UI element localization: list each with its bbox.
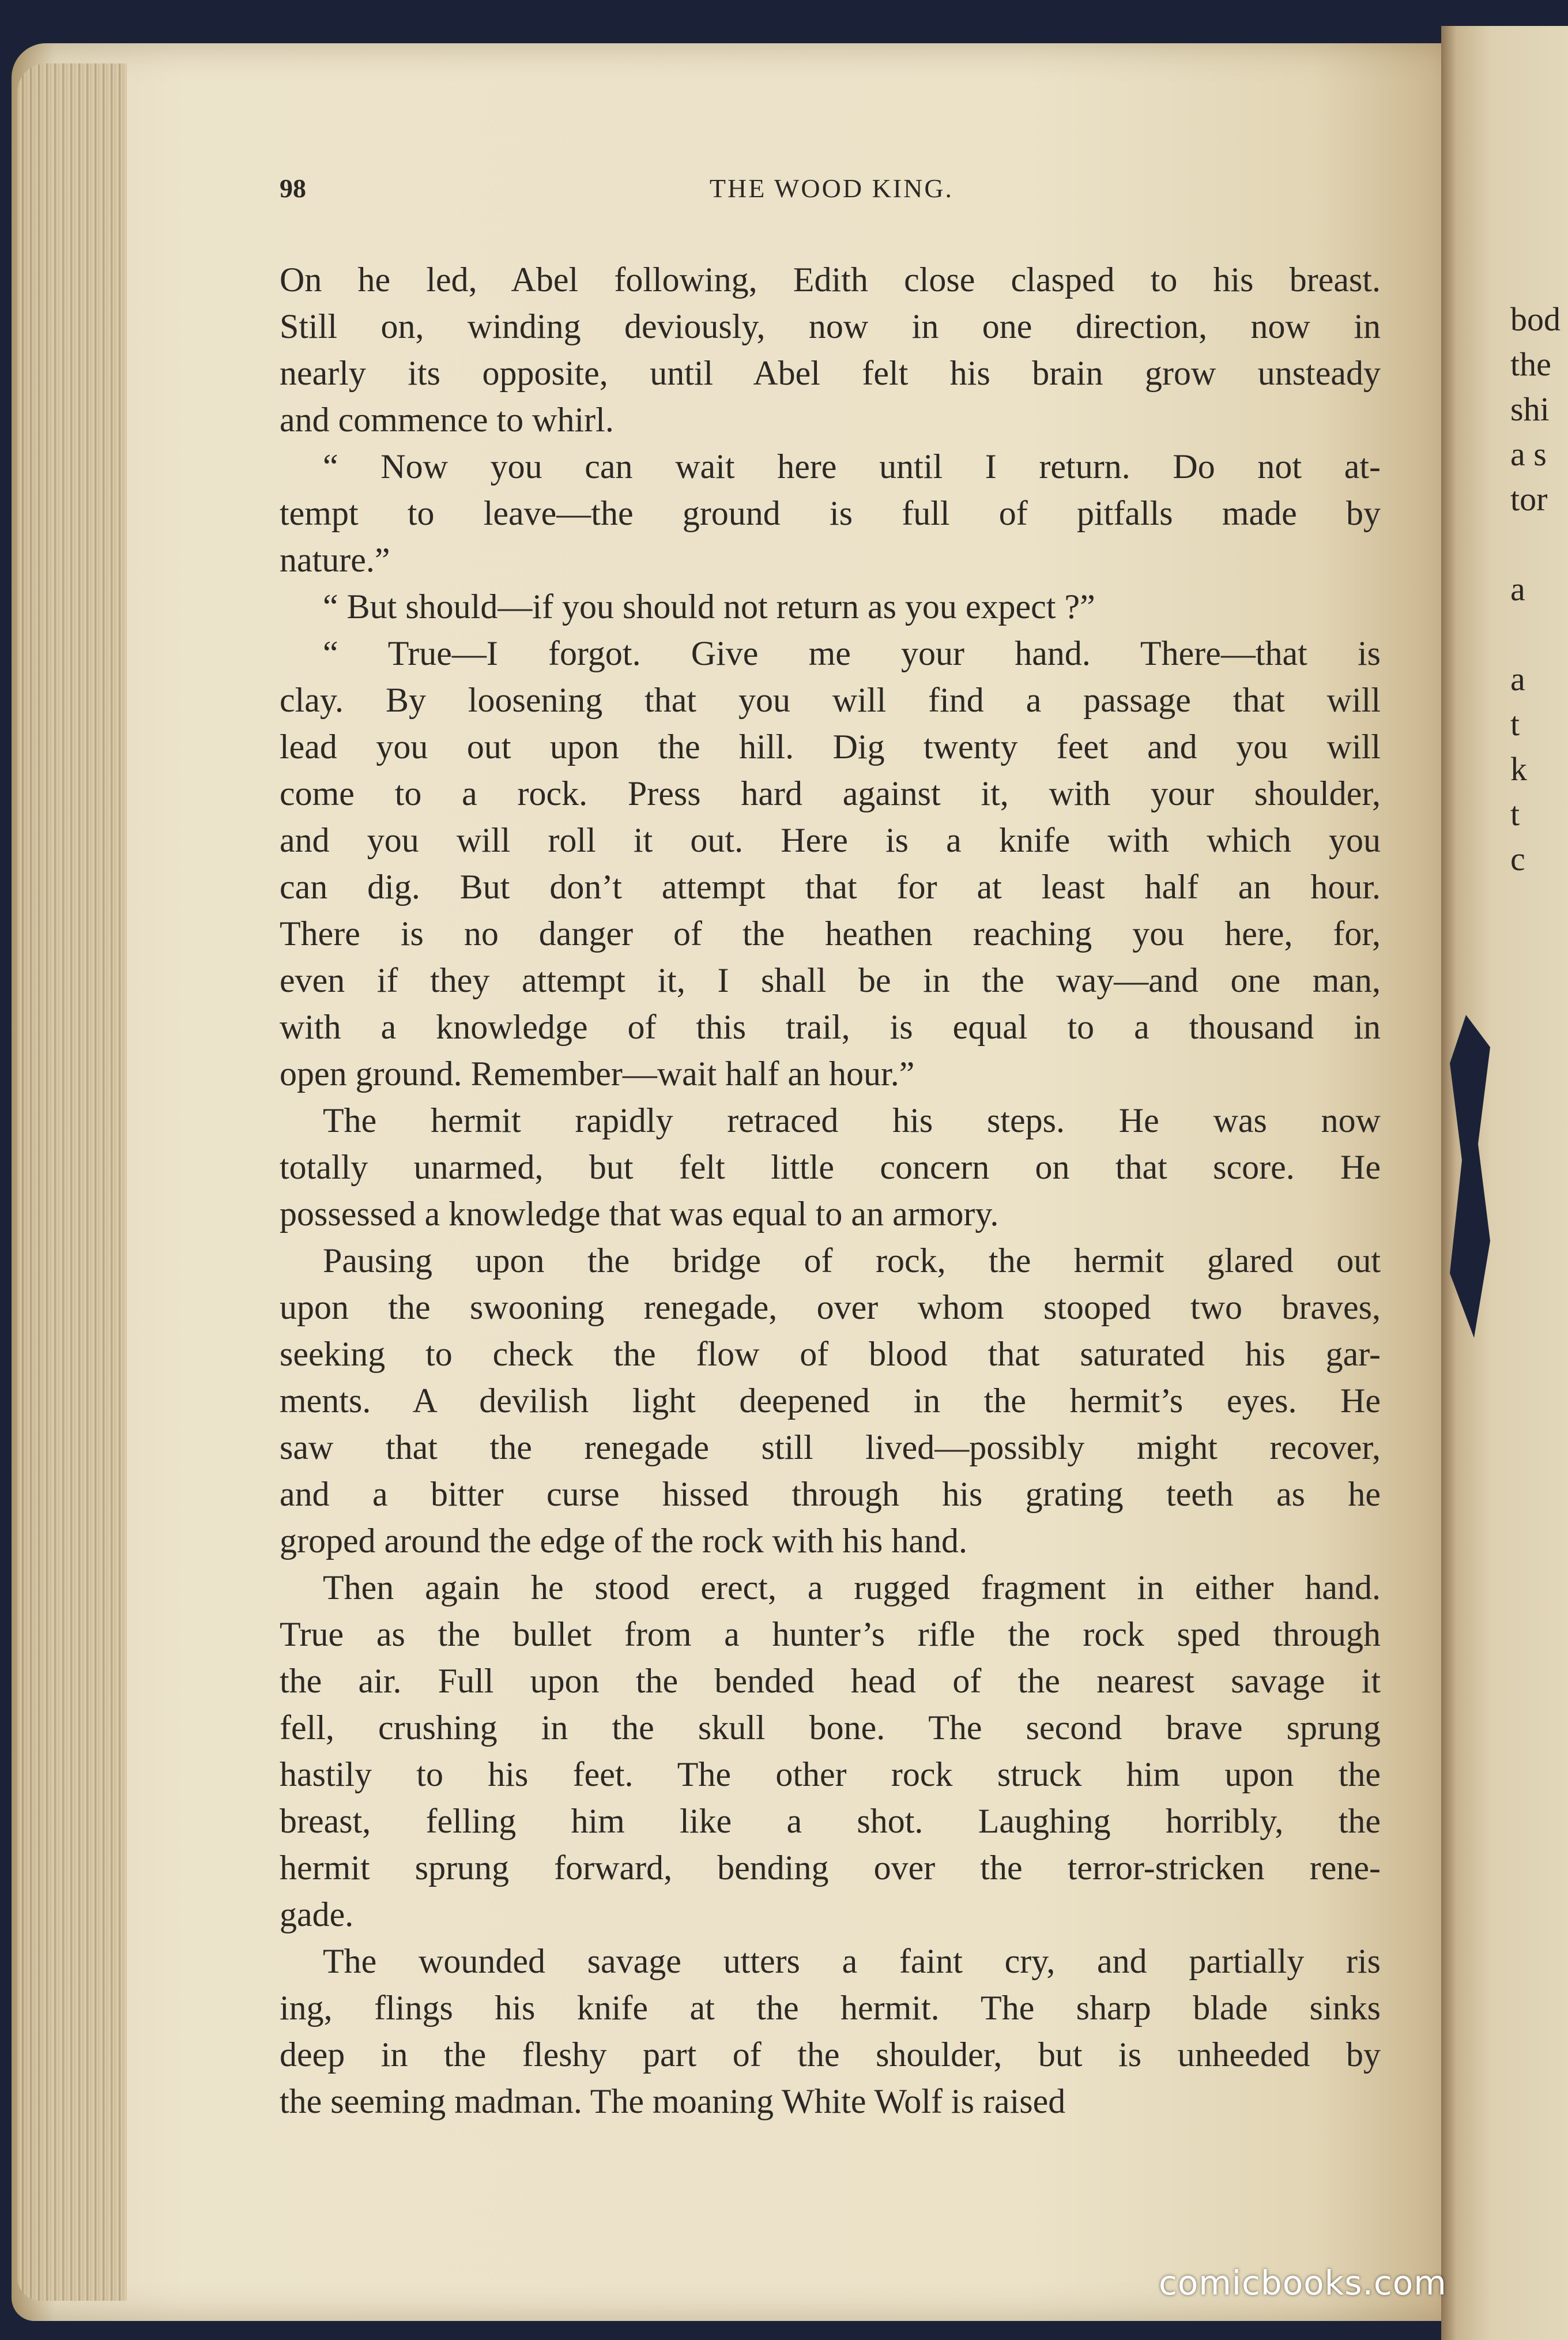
watermark: comicbooks.com	[1159, 2263, 1447, 2303]
running-title: THE WOOD KING.	[709, 174, 954, 203]
text-line: The hermit rapidly retraced his steps. He was now	[323, 1101, 1381, 1139]
text-line: lead you out upon the hill. Dig twenty feet and you will	[280, 728, 1381, 766]
text-line: On he led, Abel following, Edith close clasped to his breast.	[280, 261, 1381, 299]
right-page-fragment: k	[1510, 750, 1527, 788]
right-page-fragment	[1510, 522, 1561, 567]
text-line: True as the bullet from a hunter’s rifle the rock sped through	[280, 1615, 1381, 1653]
right-page-fragment: a	[1510, 570, 1525, 608]
text-line: groped around the edge of the rock with his hand.	[280, 1522, 967, 1560]
right-page-fragment: a s	[1510, 435, 1547, 473]
text-line: breast, felling him like a shot. Laughing horribly, the	[280, 1802, 1381, 1840]
right-page-text	[1510, 297, 1561, 882]
text-line: open ground. Remember—wait half an hour.”	[280, 1055, 915, 1093]
right-page-fragment: t	[1510, 795, 1520, 833]
text-line: and commence to whirl.	[280, 401, 614, 439]
right-page-fragment: tor	[1510, 480, 1548, 518]
text-line: can dig. But don’t attempt that for at least half an hour.	[280, 868, 1381, 906]
text-line: totally unarmed, but felt little concern on that score. He	[280, 1148, 1381, 1186]
text-line: nearly its opposite, until Abel felt his brain grow unsteady	[280, 354, 1381, 392]
right-page-fragment: t	[1510, 705, 1520, 743]
text-line: hastily to his feet. The other rock struck him upon the	[280, 1755, 1381, 1793]
right-page-fragment: a	[1510, 660, 1525, 698]
page-edges	[17, 63, 127, 2301]
text-line: with a knowledge of this trail, is equal to a thousand in	[280, 1008, 1381, 1046]
right-page-fragment: c	[1510, 840, 1525, 878]
right-page-fragment	[1510, 612, 1561, 657]
text-line: “ True—I forgot. Give me your hand. There—that is	[323, 634, 1381, 672]
text-line: saw that the renegade still lived—possibly might recover,	[280, 1428, 1381, 1466]
text-line: hermit sprung forward, bending over the terror-stricken rene-	[280, 1849, 1381, 1887]
page-number: 98	[280, 174, 306, 203]
text-line: fell, crushing in the skull bone. The second brave sprung	[280, 1709, 1381, 1747]
text-line: “ But should—if you should not return as you expect ?”	[323, 588, 1095, 626]
text-line: Still on, winding deviously, now in one direction, now in	[280, 307, 1381, 345]
text-line: The wounded savage utters a faint cry, and partially ris	[323, 1942, 1381, 1980]
text-line: come to a rock. Press hard against it, with your shoulder,	[280, 774, 1381, 812]
text-line: clay. By loosening that you will find a passage that will	[280, 681, 1381, 719]
page-header	[280, 173, 1384, 213]
text-line: seeking to check the flow of blood that saturated his gar-	[280, 1335, 1381, 1373]
text-line: possessed a knowledge that was equal to an armory.	[280, 1195, 999, 1233]
text-line: the seeming madman. The moaning White Wolf is raised	[280, 2082, 1066, 2120]
text-line: Pausing upon the bridge of rock, the hermit glared out	[323, 1242, 1381, 1280]
text-line: There is no danger of the heathen reaching you here, for,	[280, 915, 1381, 953]
text-line: upon the swooning renegade, over whom stooped two braves,	[280, 1288, 1381, 1326]
text-line: deep in the fleshy part of the shoulder, but is unheeded by	[280, 2036, 1381, 2074]
text-line: gade.	[280, 1895, 354, 1933]
text-line: the air. Full upon the bended head of the nearest savage it	[280, 1662, 1381, 1700]
text-line: Then again he stood erect, a rugged fragment in either hand.	[323, 1568, 1381, 1607]
text-line: ments. A devilish light deepened in the hermit’s eyes. He	[280, 1382, 1381, 1420]
text-line: even if they attempt it, I shall be in the way—and one man,	[280, 961, 1381, 999]
body-text	[280, 257, 1381, 2125]
text-line: nature.”	[280, 541, 390, 579]
text-line: “ Now you can wait here until I return. Do not at-	[323, 447, 1381, 486]
text-line: tempt to leave—the ground is full of pitfalls made by	[280, 494, 1381, 532]
text-line: and you will roll it out. Here is a knife with which you	[280, 821, 1381, 859]
right-page-fragment: shi	[1510, 390, 1550, 428]
text-line: and a bitter curse hissed through his grating teeth as he	[280, 1475, 1381, 1513]
right-page-fragment: the	[1510, 345, 1551, 383]
right-page-fragment: bod	[1510, 300, 1561, 338]
text-line: ing, flings his knife at the hermit. The sharp blade sinks	[280, 1989, 1381, 2027]
